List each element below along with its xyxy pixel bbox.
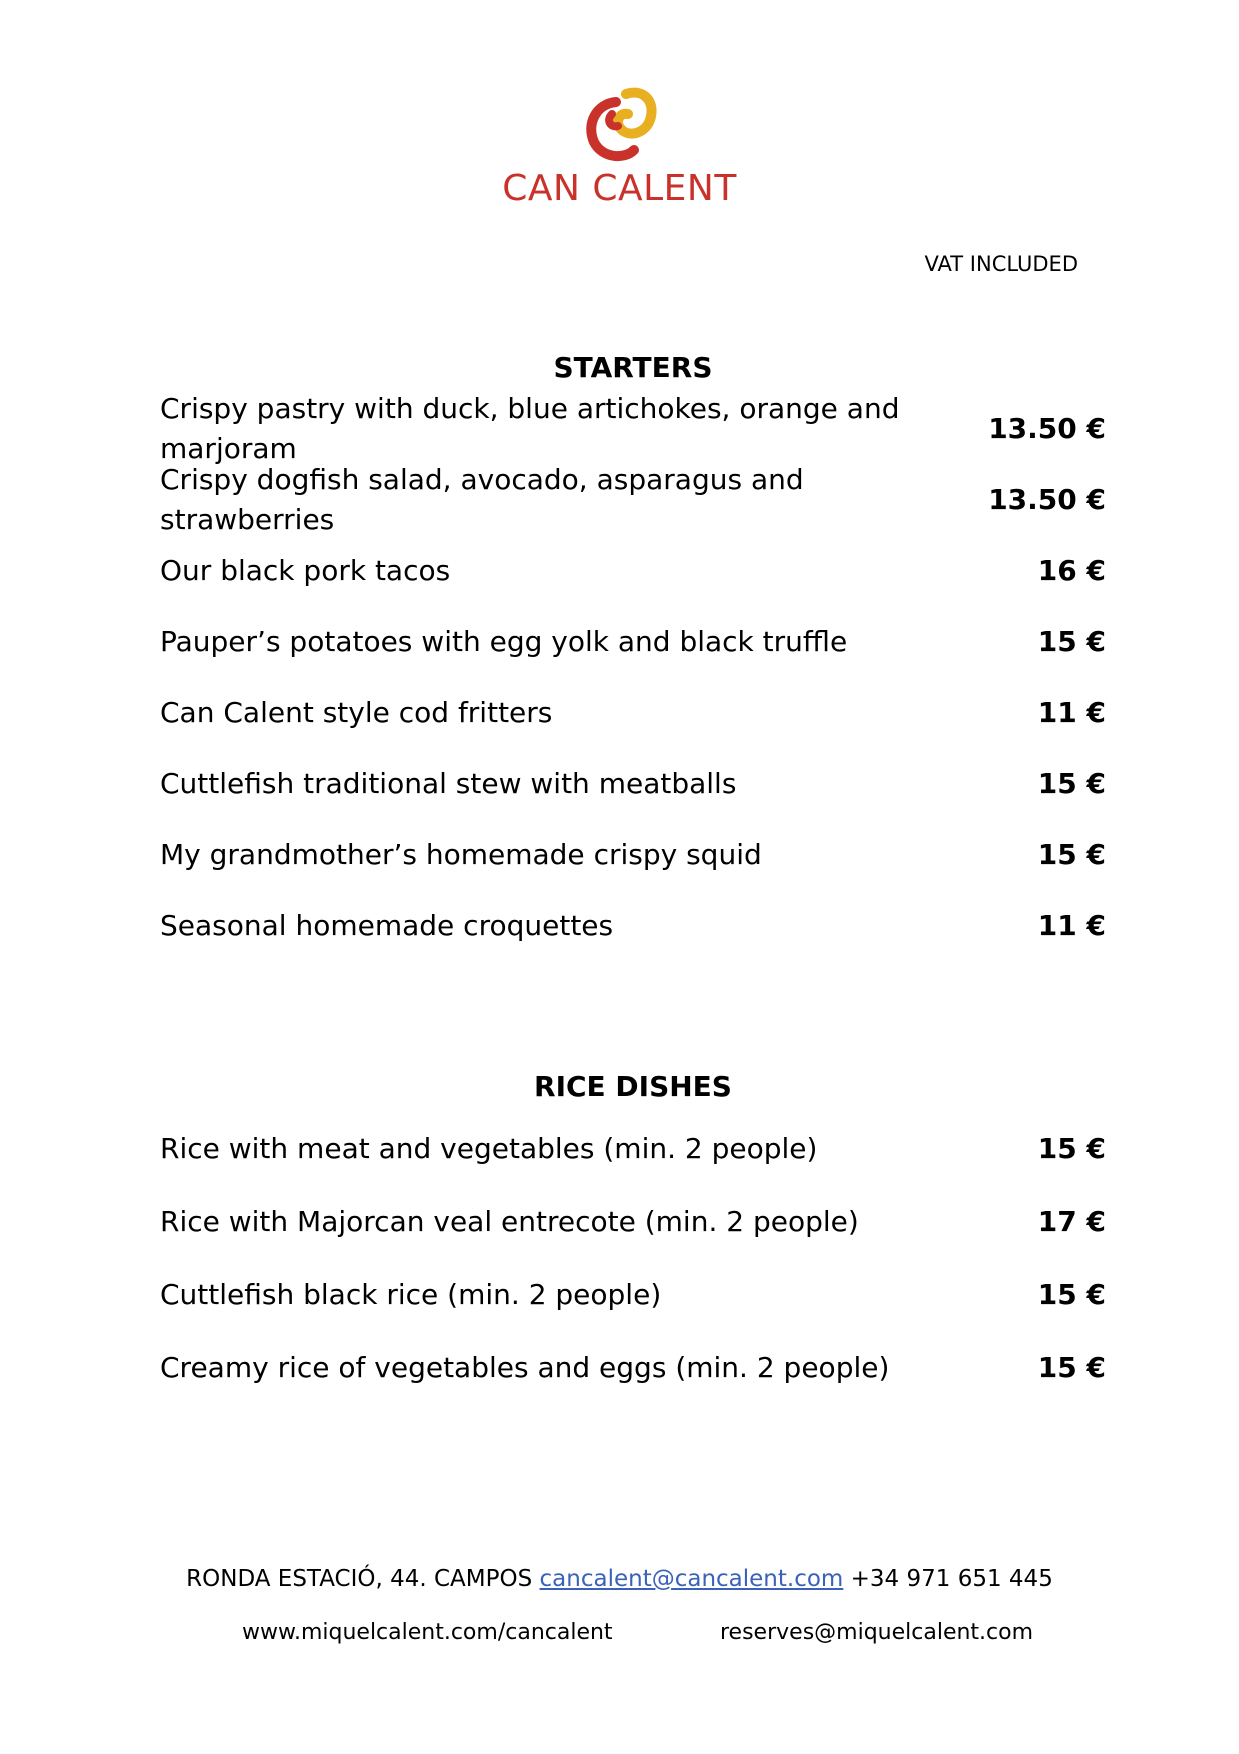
item-name: Pauper’s potatoes with egg yolk and black truffle (160, 624, 848, 658)
menu-item (160, 1112, 1106, 1185)
menu-item (160, 1185, 1106, 1258)
item-name: Creamy rice of vegetables and eggs (min. 2 people) (160, 1350, 890, 1384)
section-title: RICE DISHES (534, 1070, 732, 1103)
item-price: 15 € (1037, 766, 1106, 800)
starters-section (160, 343, 1106, 961)
vat-note: VAT INCLUDED (924, 252, 1078, 276)
footer-contact (0, 1566, 1239, 1592)
menu-item (160, 819, 1106, 890)
menu-item (160, 606, 1106, 677)
menu-item (160, 890, 1106, 961)
item-name: Seasonal homemade croquettes (160, 908, 614, 942)
footer-reserves-email: reserves@miquelcalent.com (720, 1620, 1034, 1645)
brand-name: CAN CALENT (502, 168, 737, 209)
item-price: 15 € (1037, 837, 1106, 871)
item-name: Can Calent style cod fritters (160, 695, 553, 729)
swirl-logo-icon (580, 80, 660, 164)
item-price: 15 € (1037, 1350, 1106, 1384)
item-name: Cuttlefish traditional stew with meatballs (160, 766, 737, 800)
menu-item (160, 677, 1106, 748)
menu-item (160, 748, 1106, 819)
item-price: 15 € (1037, 624, 1106, 658)
item-name: Our black pork tacos (160, 553, 451, 587)
item-price: 15 € (1037, 1131, 1106, 1165)
item-price: 15 € (1037, 1277, 1106, 1311)
menu-item (160, 1331, 1106, 1404)
item-price: 11 € (1037, 908, 1106, 942)
footer-email-link[interactable]: cancalent@cancalent.com (539, 1566, 844, 1592)
item-name: My grandmother’s homemade crispy squid (160, 837, 762, 871)
item-name: Crispy dogfish salad, avocado, asparagus and strawberries (160, 462, 804, 536)
footer-website: www.miquelcalent.com/cancalent (242, 1620, 613, 1645)
item-name: Crispy pastry with duck, blue artichokes, orange and marjoram (160, 391, 900, 465)
footer-address: RONDA ESTACIÓ, 44. CAMPOS (186, 1566, 533, 1592)
item-name: Cuttlefish black rice (min. 2 people) (160, 1277, 662, 1311)
menu-item (160, 535, 1106, 606)
item-name: Rice with Majorcan veal entrecote (min. 2 people) (160, 1204, 859, 1238)
item-name: Rice with meat and vegetables (min. 2 people) (160, 1131, 818, 1165)
menu-item (160, 393, 1106, 464)
menu-item (160, 1258, 1106, 1331)
item-price: 16 € (1037, 553, 1106, 587)
brand-logo (0, 80, 1239, 209)
footer-phone: +34 971 651 445 (850, 1566, 1053, 1592)
section-title: STARTERS (553, 351, 713, 384)
item-price: 17 € (1037, 1204, 1106, 1238)
item-price: 13.50 € (988, 411, 1106, 445)
item-price: 13.50 € (988, 482, 1106, 516)
rice-dishes-section (160, 1062, 1106, 1404)
item-price: 11 € (1037, 695, 1106, 729)
menu-item (160, 464, 1106, 535)
